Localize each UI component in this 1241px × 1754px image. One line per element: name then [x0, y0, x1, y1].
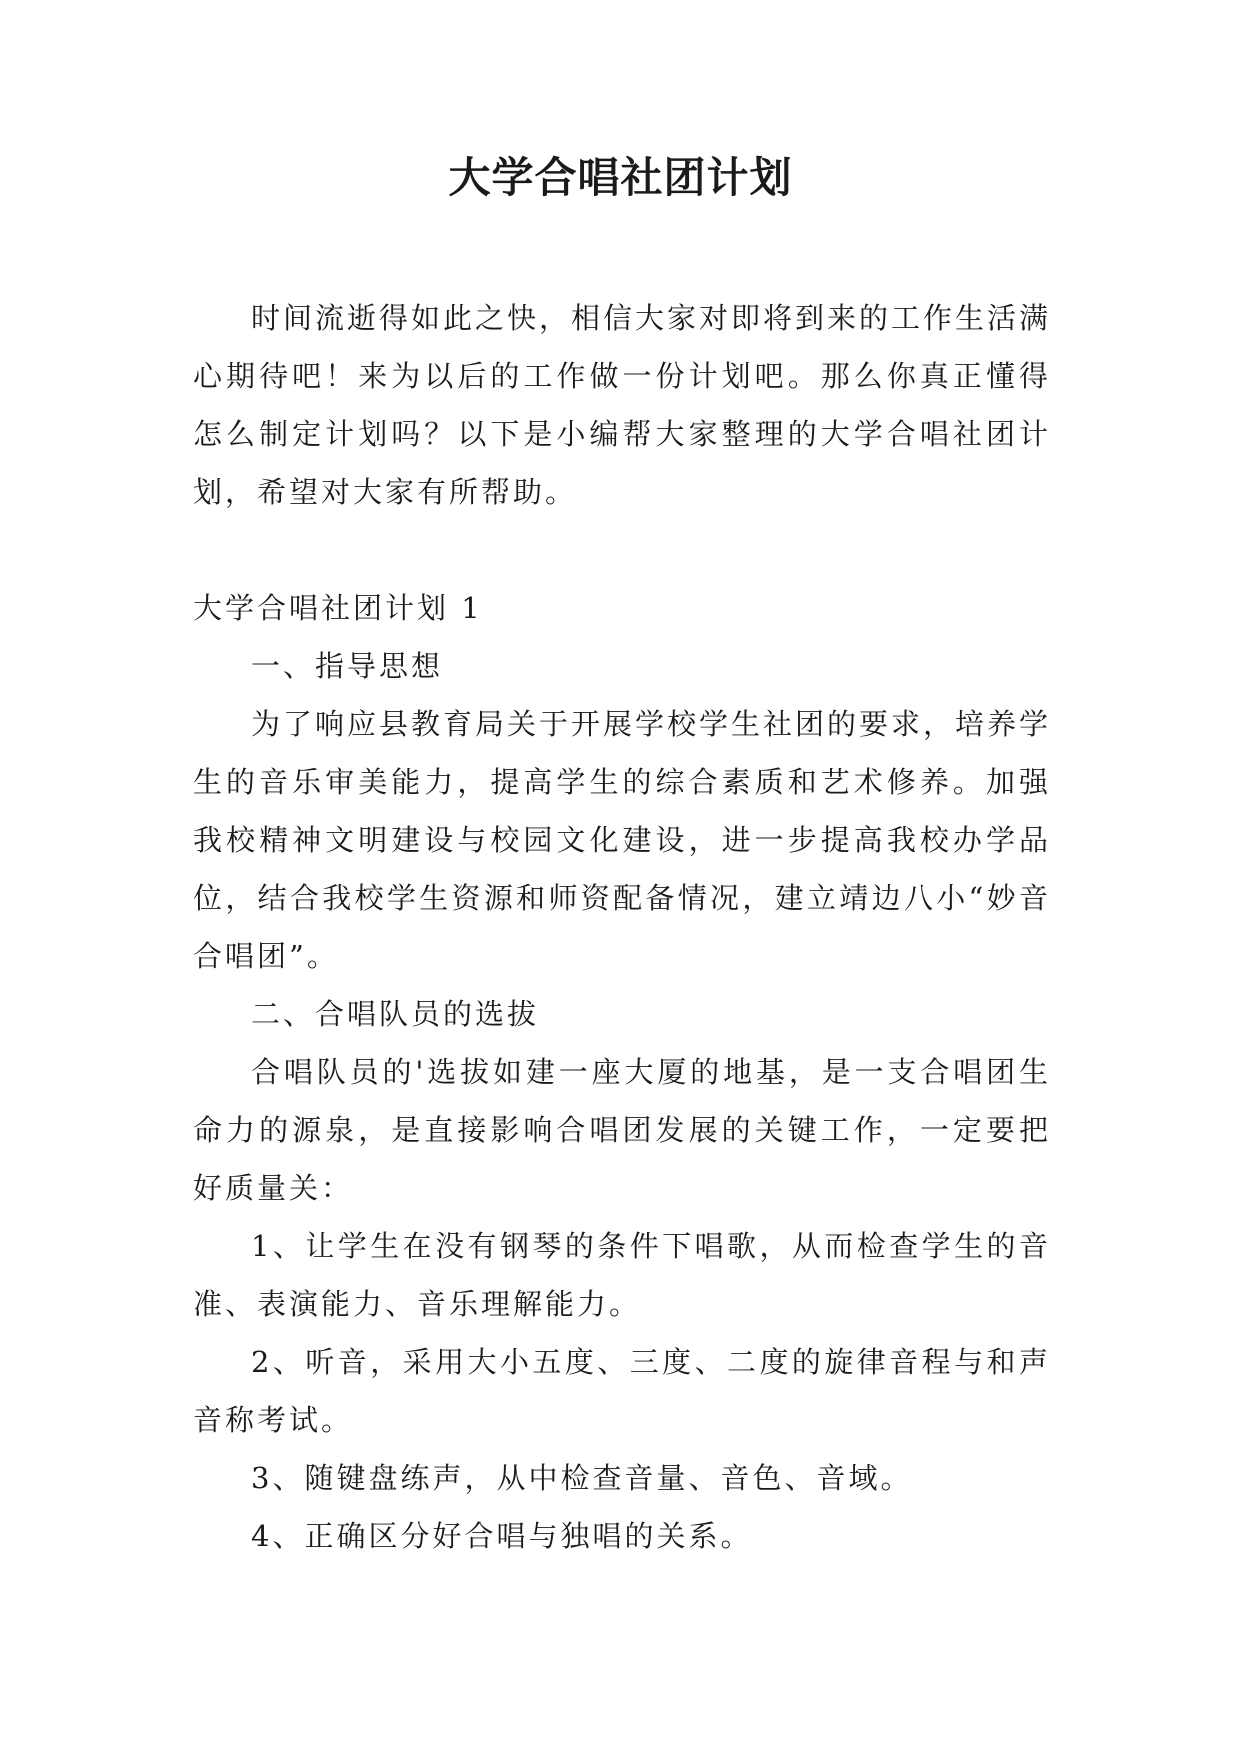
- section-title: 大学合唱社团计划 1: [193, 591, 483, 625]
- list-item: 4、正确区分好合唱与独唱的关系。: [251, 1519, 753, 1553]
- intro-paragraph: 时间流逝得如此之快，相信大家对即将到来的工作生活满心期待吧！来为以后的工作做一份计划吧。那么你真正懂得怎么制定计划吗？以下是小编帮大家整理的大学合唱社团计划，希望对大家有所帮助。: [193, 301, 1052, 509]
- list-item: 2、听音，采用大小五度、三度、二度的旋律音程与和声音称考试。: [193, 1345, 1051, 1437]
- document-body: [193, 289, 1051, 1565]
- heading-member-selection: 二、合唱队员的选拔: [251, 997, 540, 1031]
- paragraph-member-selection: 合唱队员的'选拔如建一座大厦的地基，是一支合唱团生命力的源泉，是直接影响合唱团发展的关键工作，一定要把好质量关：: [193, 1055, 1051, 1205]
- heading-guiding-ideology: 一、指导思想: [251, 649, 444, 683]
- document-title: 大学合唱社团计划: [448, 153, 793, 202]
- paragraph-guiding-ideology: 为了响应县教育局关于开展学校学生社团的要求，培养学生的音乐审美能力，提高学生的综合素质和艺术修养。加强我校精神文明建设与校园文化建设，进一步提高我校办学品位，结合我校学生资源和师资配备情况，建立靖边八小“妙音合唱团”。: [193, 707, 1052, 973]
- list-item: 1、让学生在没有钢琴的条件下唱歌，从而检查学生的音准、表演能力、音乐理解能力。: [193, 1229, 1051, 1321]
- list-item: 3、随键盘练声，从中检查音量、音色、音域。: [251, 1461, 913, 1495]
